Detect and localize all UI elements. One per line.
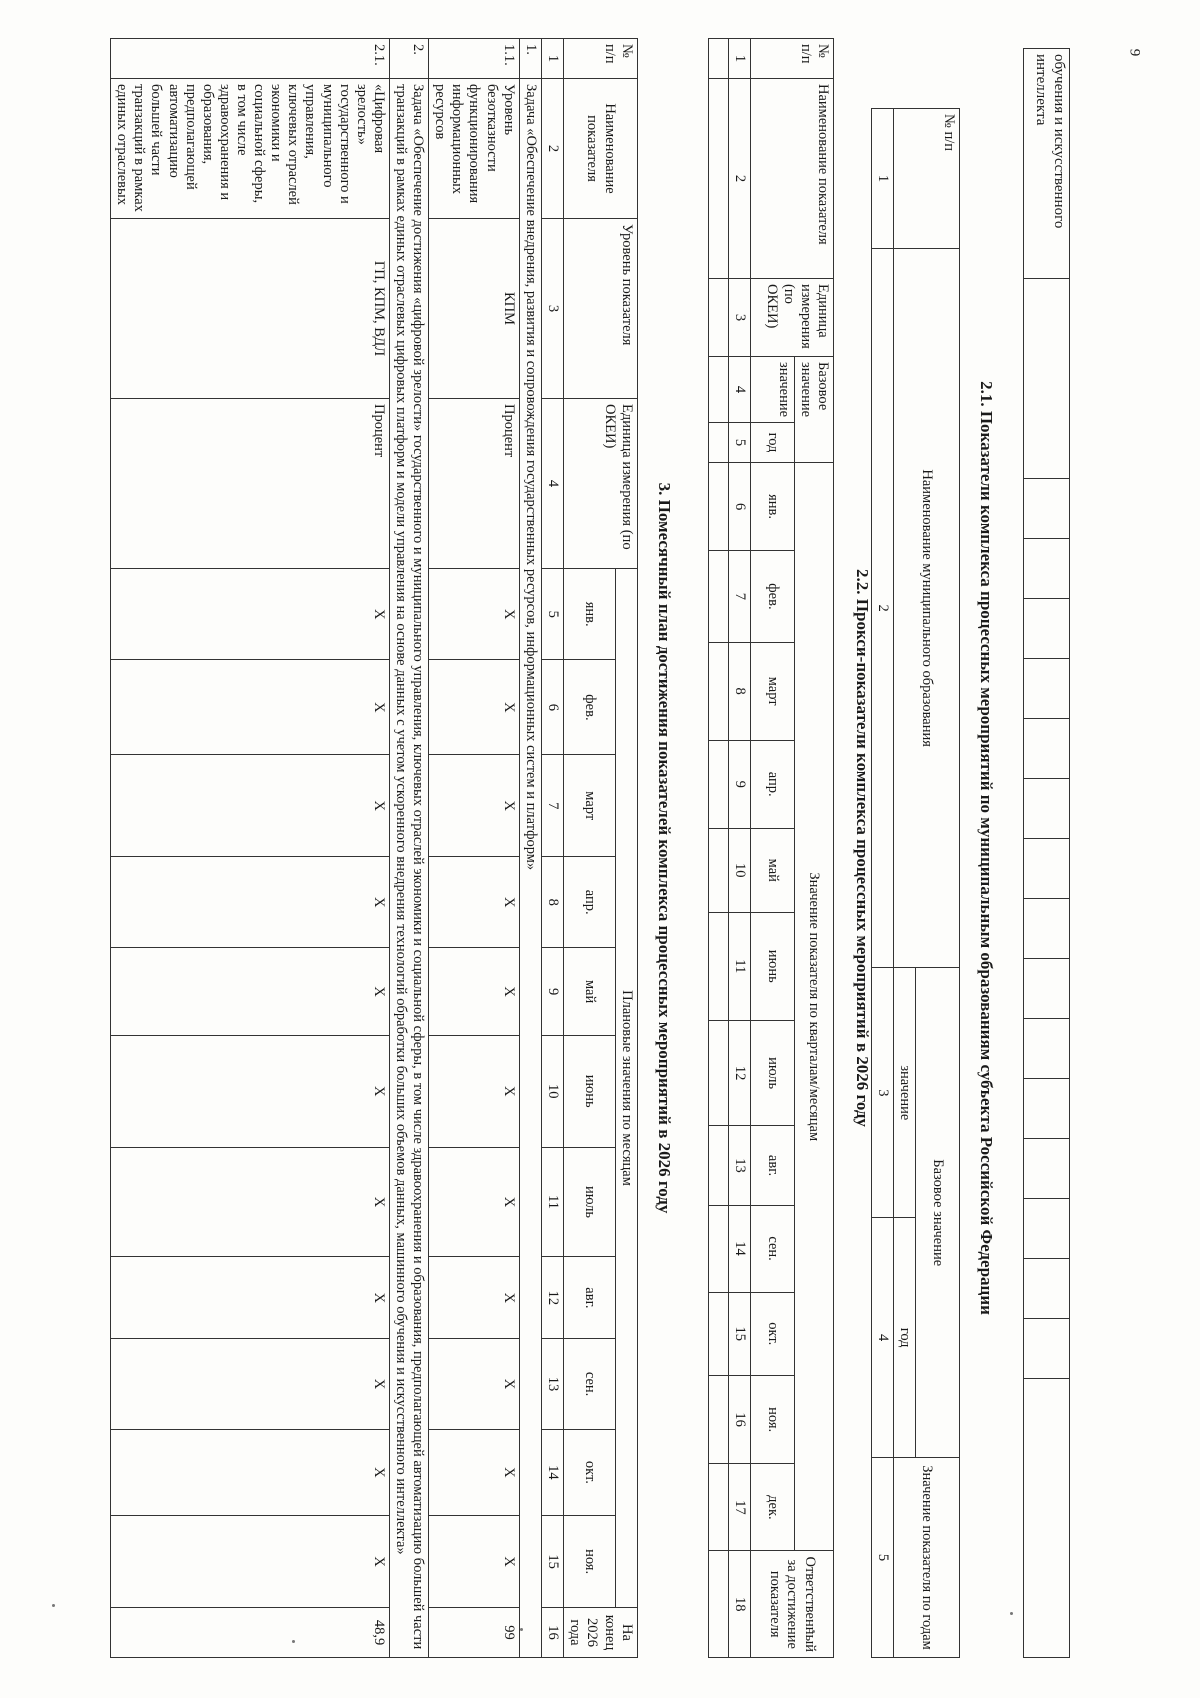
row-level: ГП, КПМ, ВДЛ [111,219,390,399]
col-number: 11 [728,912,750,1020]
empty-cell [708,1551,728,1658]
month-value: X [429,948,520,1035]
col-number: 3 [541,219,563,399]
col-quarters-header: Значение показателя по кварталам/месяцам [794,463,833,1551]
col-number: 5 [728,423,750,463]
col-number: 2 [541,79,563,219]
month-header: апр. [750,740,794,828]
month-header: окт. [750,1292,794,1375]
task-num: 1. [519,39,541,79]
empty-cell [708,1020,728,1126]
fragment-empty-cell [1024,959,1070,1019]
col-number: 6 [728,463,750,551]
empty-cell [708,740,728,828]
col-unit-header: Единица измерения (по ОКЕИ) [563,399,637,569]
col-number: 10 [541,1035,563,1147]
col-num-header: № п/п [893,109,959,249]
month-value: X [111,660,390,755]
col-number: 14 [541,1429,563,1516]
empty-cell [708,79,728,279]
month-header: июнь [750,912,794,1020]
col-name-header: Наименование муниципального образования [893,248,959,968]
month-value: X [429,569,520,660]
section-2-1-table [871,108,960,1658]
col-name-header: Наименование показателя [750,79,833,279]
col-number: 15 [541,1516,563,1608]
col-base-value-header: значение [893,968,915,1218]
month-header: янв. [563,569,615,660]
table-row [111,39,390,1658]
fragment-empty-cell [1024,779,1070,839]
col-number: 13 [541,1339,563,1429]
section-3-title: 3. Помесячный план достижения показателей комплекса процессных мероприятий в 2026 году [655,482,674,1214]
fragment-empty-cell [1024,839,1070,899]
task-row: Задача «Обеспечение достижения «цифровой зрелости» государственного и муниципального управления, ключевых отраслей экономики и социальной сферы, в том числе здравоохранения и образования, предполагающей автоматизацию большей части транзакций в рамках единых отраслевых цифровых платформ и модели управления на основе данных с учетом ускоренного внедрения технологий обработки больших объемов данных, машинного обучения и искусственного интеллекта» [389,79,428,1658]
col-responsible-header: Ответственный за достижение показателя [750,1551,833,1658]
empty-cell [708,1292,728,1375]
section-3-table [110,38,638,1658]
col-number: 5 [541,569,563,660]
month-header: авг. [750,1126,794,1205]
col-level-header: Уровень показателя [563,219,637,399]
fragment-empty-cell [1024,599,1070,659]
col-base-header: Базовое значение [794,357,833,463]
empty-cell [708,279,728,357]
col-base-value-header: значение [750,357,794,423]
task-num: 2. [389,39,428,79]
row-name: «Цифровая зрелость» государственного и муниципального управления, ключевых отраслей экономики и социальной сферы, в том числе здравоохранения и образования, предполагающей автоматизацию большей части транзакций в рамках единых отраслевых [111,79,390,219]
section-2-2-table [708,38,834,1658]
fragment-empty-cell [1024,659,1070,719]
col-base-header: Базовое значение [916,968,960,1458]
month-header: дек. [750,1464,794,1551]
month-header: ноя. [563,1516,615,1608]
month-value: X [429,1429,520,1516]
empty-cell [708,912,728,1020]
month-header: фев. [563,660,615,755]
col-number: 14 [728,1205,750,1292]
section-2-2-number-row [728,39,750,1658]
month-header: ноя. [750,1375,794,1463]
month-header: сен. [750,1205,794,1292]
fragment-empty-cell [1024,479,1070,539]
month-header: янв. [750,463,794,551]
empty-cell [708,39,728,79]
col-number: 3 [728,279,750,357]
end-year-value: 48,9 [111,1608,390,1658]
month-value: X [429,660,520,755]
month-value: X [111,1257,390,1339]
top-fragment-table [1023,48,1070,1658]
row-num: 1.1. [429,39,520,79]
month-value: X [111,1429,390,1516]
col-number: 17 [728,1464,750,1551]
fragment-empty-cell [1024,1379,1070,1658]
row-unit: Процент [111,399,390,569]
month-header: авг. [563,1257,615,1339]
fragment-empty-cell [1024,1259,1070,1319]
col-number: 13 [728,1126,750,1205]
month-header: июль [563,1147,615,1257]
scan-speck [52,1604,55,1607]
col-number: 10 [728,828,750,912]
col-name-header: Наименование показателя [563,79,637,219]
col-end-year-header: На конец 2026 года [563,1608,637,1658]
month-value: X [429,1516,520,1608]
task-row: Задача «Обеспечение внедрения, развития и сопровождения государственных ресурсов, информационных систем и платформ» [519,79,541,1658]
month-header: июль [750,1020,794,1126]
empty-cell [708,828,728,912]
month-value: X [429,1035,520,1147]
empty-cell [708,357,728,423]
end-year-value: 99 [429,1608,520,1658]
rotated-document [114,28,1070,1668]
month-value: X [111,1035,390,1147]
month-value: X [111,755,390,857]
col-number: 18 [728,1551,750,1658]
col-base-year-header: год [750,423,794,463]
month-value: X [111,1147,390,1257]
month-value: X [429,755,520,857]
col-num-header: № п/п [750,39,833,79]
col-num-header: № п/п [563,39,637,79]
col-number: 16 [541,1608,563,1658]
col-number: 15 [728,1292,750,1375]
col-number: 2 [871,248,893,968]
col-number: 6 [541,660,563,755]
month-header: март [750,642,794,740]
col-number: 2 [728,79,750,279]
empty-cell [708,423,728,463]
section-2-2-title: 2.2. Прокси-показатели комплекса процессных мероприятий в 2026 году [853,569,872,1127]
empty-cell [708,1205,728,1292]
col-planned-header: Плановые значения по месяцам [615,569,637,1608]
month-header: март [563,755,615,857]
empty-cell [708,463,728,551]
col-number: 12 [541,1257,563,1339]
fragment-empty-cell [1024,899,1070,959]
month-value: X [111,948,390,1035]
table-row [429,39,520,1658]
fragment-empty-cell [1024,1079,1070,1139]
col-number: 8 [728,642,750,740]
col-number: 3 [871,968,893,1218]
col-number: 4 [871,1218,893,1458]
month-value: X [429,1257,520,1339]
col-number: 11 [541,1147,563,1257]
month-header: май [750,828,794,912]
page-number: 9 [1126,48,1143,57]
month-value: X [429,1147,520,1257]
month-value: X [111,857,390,948]
empty-cell [708,642,728,740]
month-header: фев. [750,551,794,643]
empty-cell [708,1375,728,1463]
col-base-year-header: год [893,1218,915,1458]
fragment-empty-cell [1024,1319,1070,1379]
month-value: X [111,569,390,660]
month-value: X [429,1339,520,1429]
month-value: X [111,1516,390,1608]
empty-cell [708,1126,728,1205]
col-number: 5 [871,1458,893,1658]
col-number: 16 [728,1375,750,1463]
fragment-empty-cell [1024,1199,1070,1259]
fragment-empty-cell [1024,539,1070,599]
section-3-number-row [541,39,563,1658]
section-2-1-title: 2.1. Показатели комплекса процессных мероприятий по муниципальным образованиям субъекта Российской Федерации [977,381,996,1315]
col-number: 1 [871,109,893,249]
row-level: КПМ [429,219,520,399]
col-number: 7 [541,755,563,857]
col-by-years-header: Значение показателя по годам [893,1458,959,1658]
col-number: 8 [541,857,563,948]
col-number: 1 [728,39,750,79]
fragment-empty-cell [1024,279,1070,479]
row-num: 2.1. [111,39,390,79]
month-value: X [429,857,520,948]
row-name: Уровень безотказности функционирования информационных ресурсов [429,79,520,219]
row-unit: Процент [429,399,520,569]
col-number: 9 [728,740,750,828]
col-unit-header: Единица измерения (по ОКЕИ) [750,279,833,357]
month-value: X [111,1339,390,1429]
month-header: окт. [563,1429,615,1516]
month-header: июнь [563,1035,615,1147]
col-number: 4 [728,357,750,423]
empty-cell [708,551,728,643]
fragment-cell: обучения и искусственного интеллекта [1024,49,1070,279]
month-header: май [563,948,615,1035]
col-number: 1 [541,39,563,79]
col-number: 9 [541,948,563,1035]
fragment-empty-cell [1024,1139,1070,1199]
empty-cell [708,1464,728,1551]
month-header: сен. [563,1339,615,1429]
month-header: апр. [563,857,615,948]
col-number: 4 [541,399,563,569]
fragment-empty-cell [1024,719,1070,779]
col-number: 7 [728,551,750,643]
col-number: 12 [728,1020,750,1126]
fragment-empty-cell [1024,1019,1070,1079]
